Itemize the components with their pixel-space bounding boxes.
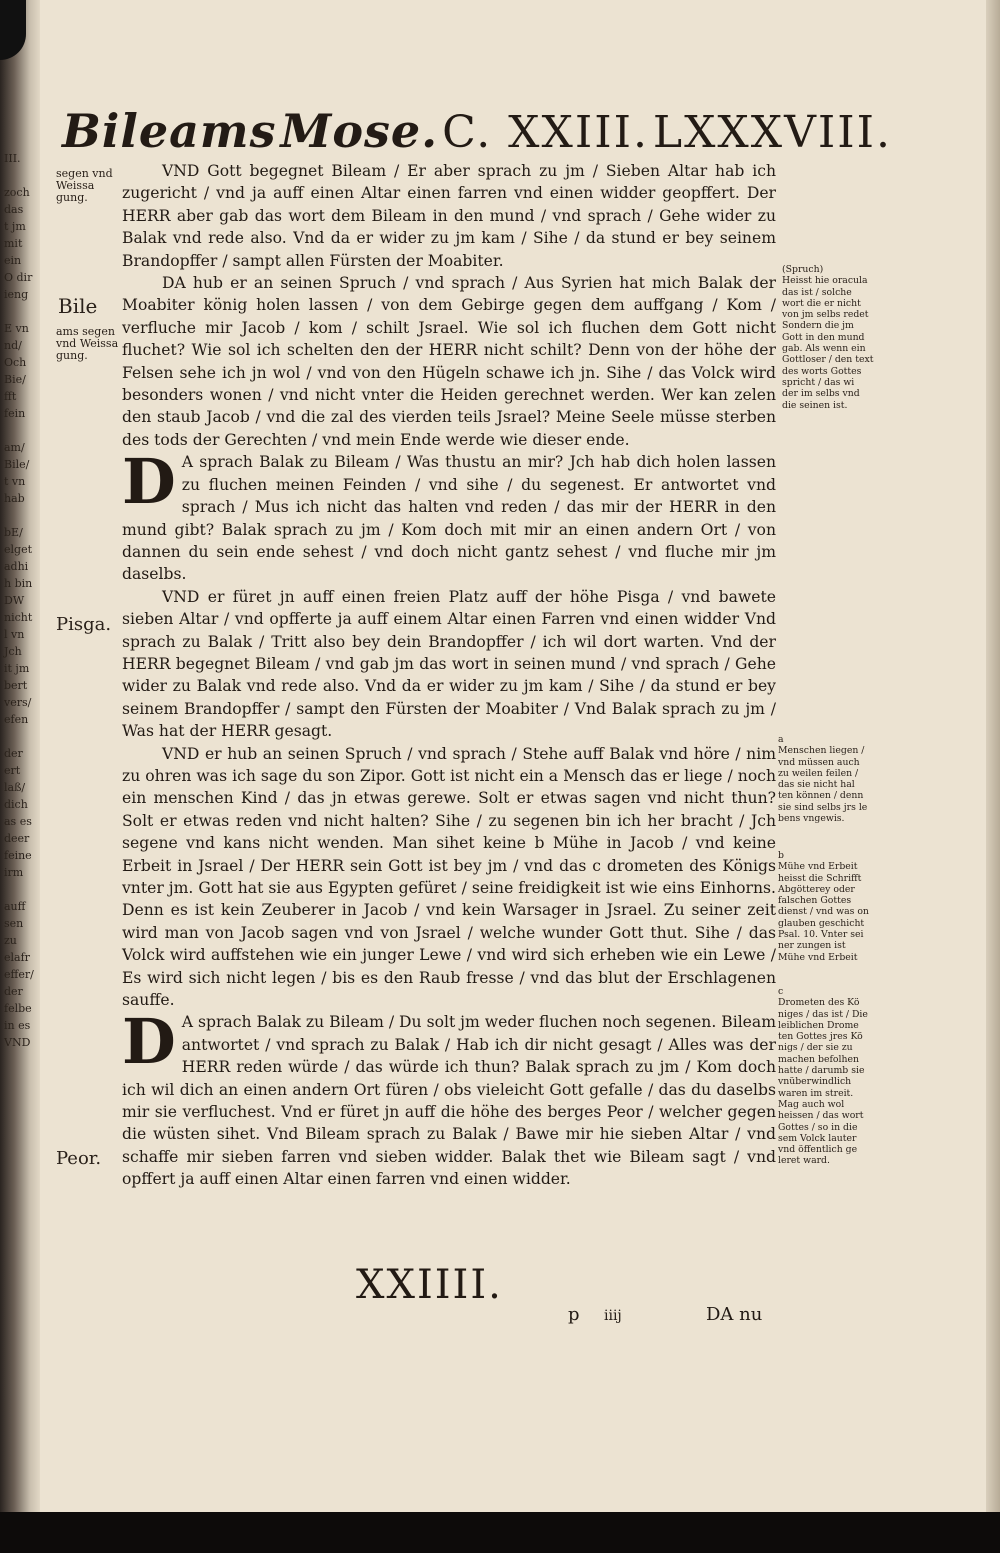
sidenote-menschen: a Menschen liegen / vnd müssen auch zu weilen feilen / das sie nicht hal ten können / denn sie sind selbs jrs le bens vngewis. <box>778 734 868 825</box>
signature-letter: p <box>568 1304 580 1325</box>
sidenote-muehe: b Mühe vnd Erbeit heisst die Schrifft Abgötterey oder falschen Gottes dienst / vnd was on glauben geschicht Psal. 10. Vnter sei ner zungen ist Mühe vnd Erbeit <box>778 850 869 963</box>
paragraph-4: VND er füret jn auff einen freien Platz auff der höhe Pisga / vnd bawete sieben Altar / vnd opfferte ja auff einem Altar einen Farren vnd einen widder Vnd sprach zu Balak / Tritt also bey dein Brandopffer / ich wil dort warten. Vnd der HERR begegnet Bileam / vnd gab jm das wort in seinen mund / vnd sprach / Gehe wider zu Balak vnd rede also. Vnd da er wider zu jm kam / Sihe / da stund er bey seinem Brandopffer / sampt den Fürsten der Moabiter / Vnd Balak sprach zu jm / Was hat der HERR gesagt. <box>122 587 776 741</box>
paragraph-1: VND Gott begegnet Bileam / Er aber sprach zu jm / Sieben Altar hab ich zugericht / vnd ja auff einen Altar einen farren vnd einen widder geopffert. Der HERR aber gab das wort dem Bileam in den mund / vnd sprach / Gehe wider zu Balak vnd rede also. Vnd da er wider zu jm kam / Sihe / da stund er bey seinem Brandopffer / sampt allen Fürsten der Moabiter. <box>122 162 776 270</box>
signature-number: iiij <box>604 1308 622 1324</box>
facing-page-fragments: III. zoch das t jm mit ein O dir ieng E vn nd/ Och Bie/ fft fein am/ Bile/ t vn hab bE/ elget adhi h bin DW nicht l vn Jch it jm bert vers/ efen der ert laß/ dich as es deer feine irm auff sen zu elafr effer/ der felbe in es VND <box>4 152 34 1049</box>
margin-peor: Peor. <box>56 1148 102 1169</box>
paragraph-6-text: A sprach Balak zu Bileam / Du solt jm weder fluchen noch segenen. Bileam antwortet / vnd sprach zu Balak / Hab ich dir nicht gesagt / Alles was der HERR reden würde / das würde ich thun? Balak sprach zu jm / Kom doch ich wil dich an einen andern Ort füren / obs vieleicht Gott gefalle / das du daselbs mir sie verfluchest. Vnd er füret jn auff die höhe des berges Peor / welcher gegen die wüsten sihet. Vnd Bileam sprach zu Balak / Bawe mir hie sieben Altar / vnd schaffe mir sieben farren vnd sieben widder. Balak thet wie Bileam sagt / vnd opffert ja auff einen Altar einen farren vnd einen widder. <box>122 1013 776 1189</box>
paragraph-5: VND er hub an seinen Spruch / vnd sprach / Stehe auff Balak vnd höre / nim zu ohren was ich sage du son Zipor. Gott ist nicht ein a Mensch das er liege / noch ein menschen Kind / das jn etwas gerewe. Solt er etwas sagen vnd nicht thun? Solt er etwas reden vnd nicht halten? Sihe / zu segenen bin ich her bracht / Jch segene vnd kans nicht wenden. Man sihet keine b Mühe in Jacob / vnd keine Erbeit in Jsrael / Der HERR sein Gott ist bey jm / vnd das c drometen des Königs vnter jm. Gott hat sie aus Egypten gefüret / seine freidigkeit ist wie eins Einhorns. Denn es ist kein Zeuberer in Jacob / vnd kein Warsager in Jsrael. Zu seiner zeit wird man von Jacob sagen vnd von Jsrael / welche wunder Gott thut. Sihe / das Volck wird auffstehen wie ein junger Lewe / vnd wird sich erheben wie ein Lewe / Es wird sich nicht legen / bis es den Raub fresse / vnd das blut der Erschlagenen sauffe. <box>122 744 776 1010</box>
header-chapter: C. XXIII. <box>442 107 649 158</box>
catchword: DA nu <box>706 1304 763 1325</box>
header-book: Mose. <box>280 104 439 158</box>
paragraph-6 <box>122 1005 776 1190</box>
page-edge <box>986 0 1000 1553</box>
page-bottom-shadow <box>0 1512 1000 1553</box>
paragraph-2: DA hub er an seinen Spruch / vnd sprach / Aus Syrien hat mich Balak der Moabiter könig holen lassen / von dem Gebirge gegen dem auffgang / Kom / verfluche mir Jacob / kom / schilt Jsrael. Wie sol ich fluchen dem Gott nicht fluchet? Wie sol ich schelten den der HERR nicht schilt? Denn von der höhe der Felsen sehe ich jn wol / vnd von den Hügeln schawe ich jn. Sihe / das Volck wird besonders wonen / vnd nicht vnter die Heiden gerechnet werden. Wer kan zelen den staub Jacob / vnd die zal des vierden teils Jsrael? Meine Seele müsse sterben des tods der Gerechten / vnd mein Ende werde wie dieser ende. <box>122 274 776 449</box>
margin-note-bileams: ams segen vnd Weissa gung. <box>56 325 119 362</box>
header-folio: LXXXVIII. <box>652 107 892 158</box>
drop-cap: D <box>122 445 176 519</box>
paragraph-3-text: A sprach Balak zu Bileam / Was thustu an mir? Jch hab dich holen lassen zu fluchen meinen Feinden / vnd sihe / du segenest. Er antwortet vnd sprach / Mus ich nicht das halten vnd reden / das mir der HERR in den mund gibt? Balak sprach zu jm / Kom doch mit mir an einen andern Ort / von dannen du sein ende sehest / vnd doch nicht gantz sehest / vnd fluche mir jm daselbs. <box>122 453 776 584</box>
next-chapter-heading: XXIIII. <box>356 1262 503 1308</box>
main-text <box>122 160 776 1191</box>
margin-bileams: Bile <box>58 294 98 318</box>
margin-note-segen: segen vnd Weissa gung. <box>56 167 113 204</box>
sidenote-drometen: c Drometen des Kö niges / das ist / Die leiblichen Drome ten Gottes jres Kö nigs / der sie zu machen befolhen hatte / darumb sie vnüberwindlich waren im streit. Mag auch wol heissen / das wort Gottes / so in die sem Volck lauter vnd öffentlich ge leret ward. <box>778 986 868 1167</box>
running-header <box>62 92 892 158</box>
drop-cap: D <box>122 1005 176 1079</box>
paragraph-3 <box>122 445 776 585</box>
header-left: Bileams <box>62 104 277 158</box>
sidenote-spruch: (Spruch) Heisst hie oracula das ist / solche wort die er nicht von jm selbs redet Sondern die jm Gott in den mund gab. Als wenn ein Gottloser / den text des worts Gottes spricht / das wi der im selbs vnd die seinen ist. <box>782 264 874 411</box>
margin-pisga: Pisga. <box>56 614 112 635</box>
